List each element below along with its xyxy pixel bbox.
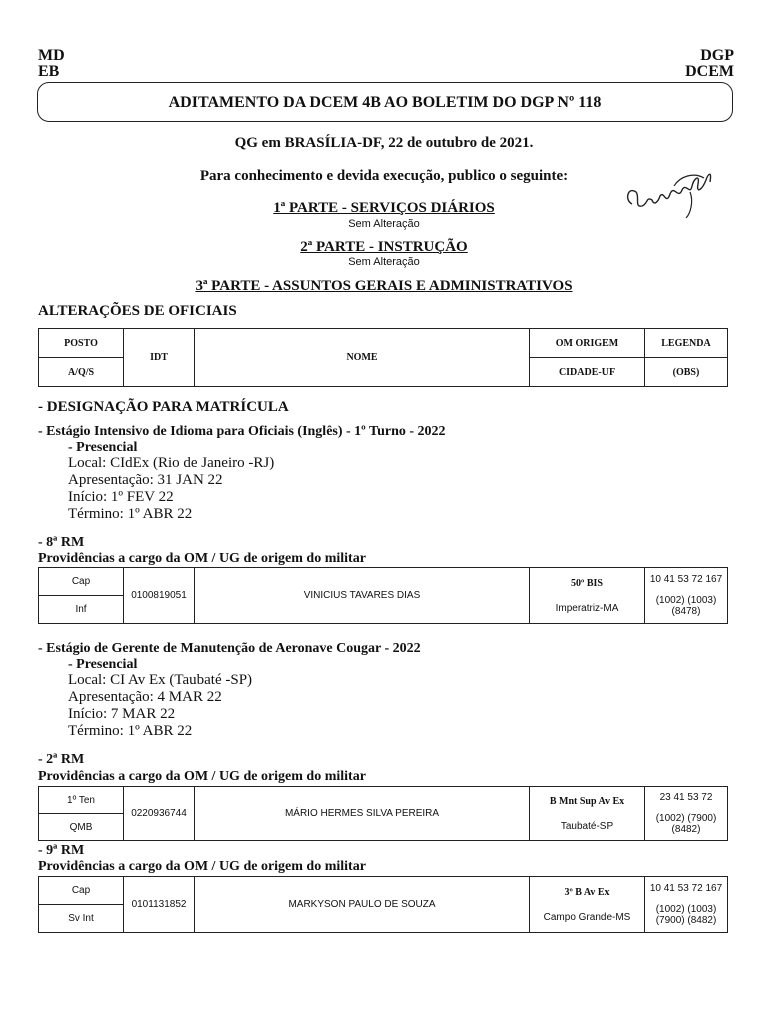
part3-title: 3ª PARTE - ASSUNTOS GERAIS E ADMINISTRATIVOS xyxy=(195,278,573,294)
title-box xyxy=(37,82,733,122)
header-table xyxy=(38,328,728,387)
row2-legenda-cell xyxy=(645,787,728,841)
course1-title: - Estágio Intensivo de Idioma para Oficiais (Inglês) - 1º Turno - 2022 xyxy=(38,424,446,439)
providencias-rm8: Providências a cargo da OM / UG de origem do militar xyxy=(38,551,366,566)
row1-nome: VINICIUS TAVARES DIAS xyxy=(195,568,530,624)
row3-aqs: Sv Int xyxy=(39,905,124,933)
row2-om: B Mnt Sup Av Ex xyxy=(549,795,625,807)
table-row xyxy=(38,786,728,841)
row3-legenda-cell xyxy=(645,877,728,933)
col-obs: (OBS) xyxy=(645,358,728,387)
row2-cidade: Taubaté-SP xyxy=(560,820,614,832)
row1-idt: 0100819051 xyxy=(124,568,195,624)
col-om-origem: OM ORIGEM xyxy=(530,329,645,358)
row1-leg2: (1002) (1003) xyxy=(655,595,717,606)
rm8-heading: - 8ª RM xyxy=(38,535,85,550)
row3-nome: MARKYSON PAULO DE SOUZA xyxy=(195,877,530,933)
col-legenda: LEGENDA xyxy=(645,329,728,358)
part1-note: Sem Alteração xyxy=(348,218,420,230)
course1-inicio: Início: 1º FEV 22 xyxy=(68,489,174,505)
row1-om-cell xyxy=(530,568,645,624)
section-title: ALTERAÇÕES DE OFICIAIS xyxy=(38,303,237,319)
course2-local: Local: CI Av Ex (Taubaté -SP) xyxy=(68,672,253,688)
row2-aqs: QMB xyxy=(39,814,124,841)
course1-apresentacao: Apresentação: 31 JAN 22 xyxy=(68,472,223,488)
course2-title: - Estágio de Gerente de Manutenção de Aeronave Cougar - 2022 xyxy=(38,641,421,656)
row1-legenda-cell xyxy=(645,568,728,624)
course1-termino: Término: 1º ABR 22 xyxy=(68,506,193,522)
row2-nome: MÁRIO HERMES SILVA PEREIRA xyxy=(195,787,530,841)
row3-leg2: (1002) (1003) xyxy=(655,904,717,915)
row1-cidade: Imperatriz-MA xyxy=(555,602,619,614)
row1-om: 50º BIS xyxy=(571,577,603,589)
course2-apresentacao: Apresentação: 4 MAR 22 xyxy=(68,689,222,705)
row2-idt: 0220936744 xyxy=(124,787,195,841)
row3-idt: 0101131852 xyxy=(124,877,195,933)
header-left-eb: EB xyxy=(38,63,60,80)
row2-om-cell xyxy=(530,787,645,841)
col-aqs: A/Q/S xyxy=(39,358,124,387)
row1-leg1: 10 41 53 72 167 xyxy=(649,574,723,585)
row3-leg1: 10 41 53 72 167 xyxy=(649,883,723,894)
providencias-rm2: Providências a cargo da OM / UG de origem do militar xyxy=(38,769,366,784)
part2-title: 2ª PARTE - INSTRUÇÃO xyxy=(300,239,468,255)
row3-posto: Cap xyxy=(39,877,124,905)
course2-inicio: Início: 7 MAR 22 xyxy=(68,706,176,722)
providencias-rm9: Providências a cargo da OM / UG de origem do militar xyxy=(38,859,366,874)
header-right-dcem: DCEM xyxy=(685,63,734,80)
row3-om-cell xyxy=(530,877,645,933)
col-cidade-uf: CIDADE-UF xyxy=(530,358,645,387)
header-left-md: MD xyxy=(38,47,65,64)
col-nome: NOME xyxy=(195,329,530,387)
place-date: QG em BRASÍLIA-DF, 22 de outubro de 2021. xyxy=(234,135,534,151)
col-posto: POSTO xyxy=(39,329,124,358)
col-idt: IDT xyxy=(124,329,195,387)
course2-termino: Término: 1º ABR 22 xyxy=(68,723,193,739)
part1-title: 1ª PARTE - SERVIÇOS DIÁRIOS xyxy=(273,200,495,216)
course1-local: Local: CIdEx (Rio de Janeiro -RJ) xyxy=(68,455,275,471)
row2-leg3: (8482) xyxy=(671,824,701,835)
row1-posto: Cap xyxy=(39,568,124,596)
part2-note: Sem Alteração xyxy=(348,256,420,268)
document-title: ADITAMENTO DA DCEM 4B AO BOLETIM DO DGP Nº 118 xyxy=(168,94,602,111)
designacao-heading: - DESIGNAÇÃO PARA MATRÍCULA xyxy=(38,399,289,415)
rm2-heading: - 2ª RM xyxy=(38,752,85,767)
course2-mode: - Presencial xyxy=(68,657,138,672)
course1-details xyxy=(68,455,274,523)
row2-posto: 1º Ten xyxy=(39,787,124,814)
row1-leg3: (8478) xyxy=(671,606,701,617)
row3-leg3: (7900) (8482) xyxy=(655,915,717,926)
row3-cidade: Campo Grande-MS xyxy=(543,911,631,923)
header-right-dgp: DGP xyxy=(700,47,734,64)
course1-mode: - Presencial xyxy=(68,440,138,455)
table-row xyxy=(38,567,728,624)
row2-leg2: (1002) (7900) xyxy=(655,813,717,824)
row1-aqs: Inf xyxy=(39,596,124,624)
intro-text: Para conhecimento e devida execução, publico o seguinte: xyxy=(199,168,569,184)
table-row xyxy=(38,876,728,933)
row3-om: 3º B Av Ex xyxy=(564,886,610,898)
rm9-heading: - 9ª RM xyxy=(38,843,85,858)
row2-leg1: 23 41 53 72 xyxy=(659,792,713,803)
course2-details xyxy=(68,672,252,740)
